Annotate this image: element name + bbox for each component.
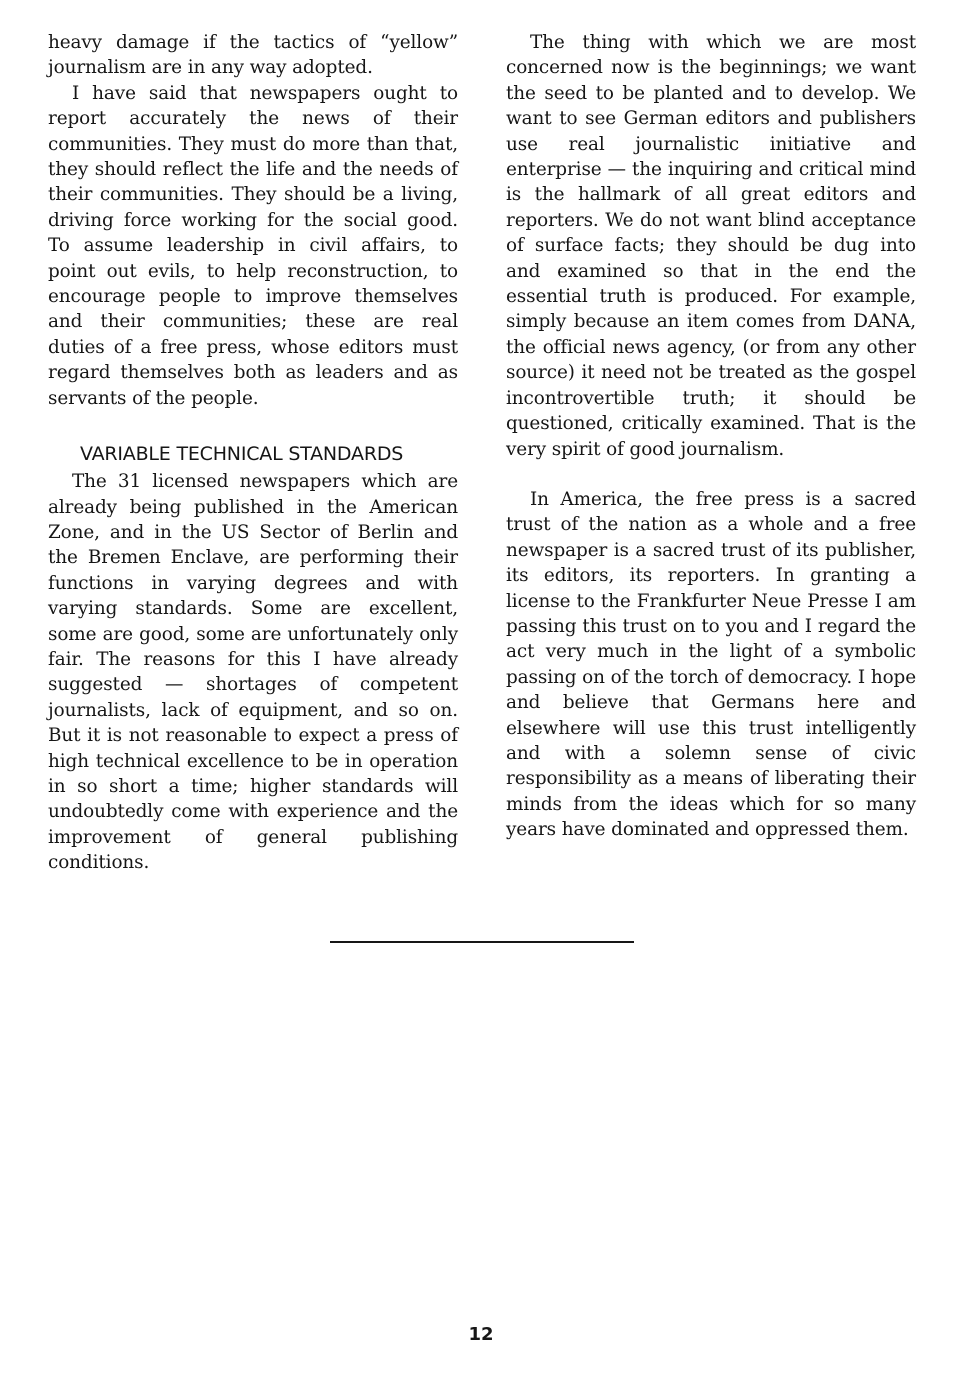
paragraph-licensed-newspapers: The 31 licensed newspapers which are already being published in the American Zone, and in the US Sector of Berlin and the Bremen Enclave, are performing their functions in varying degrees and with varying standards. Some are excellent, some are good, some are unfortunately only fair. The reasons for this I have already suggested — shortages of competent journalists, lack of equipment, and so on. But it is not reasonable to expect a press of high technical excellence to be in operation in so short a time; higher standards will undoubtedly come with experience and the improvement of general publishing conditions. — [48, 471, 458, 874]
paragraph-beginnings: The thing with which we are most concerned now is the beginnings; we want the seed to be planted and to develop. We want to see German editors and publishers use real journalistic initiative and enterprise — the inquiring and critical mind is the hallmark of all great editors and reporters. We do not want blind acceptance of surface facts; they should be dug into and examined so that in the end the essential truth is produced. For example, simply because an item comes from DANA, the official news agency, (or from any other source) it need not be treated as the gospel incontrovertible truth; it should be questioned, critically examined. That is the very spirit of good journalism. — [506, 32, 916, 460]
section-heading: VARIABLE TECHNICAL STANDARDS — [80, 443, 404, 466]
section-divider — [330, 941, 634, 943]
paragraph-newspapers-duties: I have said that newspapers ought to report accurately the news of their communities. They must do more than that, they should reflect the life and the needs of their communities. They should be a living, driving force working for the social good. To assume leadership in civil affairs, to point out evils, to help reconstruction, to encourage people to improve themselves and their communities; these are real duties of a free press, whose editors must regard themselves both as leaders and as servants of the people. — [48, 82, 458, 409]
paragraph-free-press-trust: In America, the free press is a sacred trust of the nation as a whole and a free newspaper is a sacred trust of its publisher, its editors, its reporters. In granting a license to the Frankfurter Neue Presse I am passing this trust on to you and I regard the act very much in the light of a symbolic passing on of the torch of democracy. I hope and believe that Germans here and elsewhere will use this trust intelligently and with a solemn sense of civic responsibility as a means of liberating their minds from the ideas which for so many years have dominated and oppressed them. — [506, 488, 916, 841]
right-column — [506, 30, 916, 843]
paragraph-continued: heavy damage if the tactics of “yellow” journalism are in any way adopted. — [48, 32, 458, 79]
page-number: 12 — [468, 1324, 494, 1345]
left-column — [48, 30, 458, 876]
